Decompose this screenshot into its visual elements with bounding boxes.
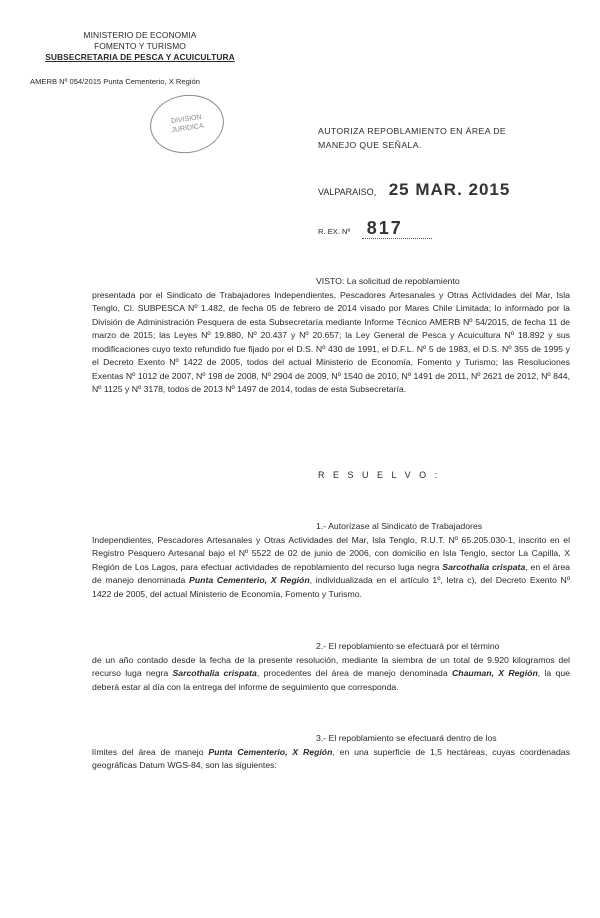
article-2-body: de un año contado desde la fecha de la presente resolución, mediante la siembra de un total de 9.920 kilogramos del recurso luga negra Sarcothalia crispata, procedentes del área de manejo denominada Chauman, X Región, la que deberá estar al día con la entrega del informe de seguimiento que corresponda. <box>92 654 570 692</box>
visto-paragraph <box>92 275 570 397</box>
ministry-line: MINISTERIO DE ECONOMIA <box>83 30 197 40</box>
area-name: Punta Cementerio, X Región <box>189 575 310 585</box>
article-3-body: límites del área de manejo Punta Cementerio, X Región, en una superficie de 1,5 hectáreas, cuyas coordenadas geográficas Datum WGS-84, son las siguientes: <box>92 746 570 770</box>
subsecretaria-line: SUBSECRETARIA DE PESCA Y ACUICULTURA <box>45 52 235 62</box>
article-1-body: Independientes, Pescadores Artesanales y Otras Actividades del Mar, Isla Tenglo, R.U.T. Nº 65.205.030-1, inscrito en el Registro Pesquero Artesanal bajo el Nº 5522 de 02 de junio de 2006, con domicilio en Isla Tenglo, sector La Capilla, X Región de Los Lagos, para efectuar actividades de repoblamiento del recurso luga negra Sarcothalia crispata, en el área de manejo denominada Punta Cementerio, X Región, individualizada en el artículo 1º, letra c), del Decreto Exento Nº 1422 de 2005, del actual Ministerio de Economía, Fomento y Turismo. <box>92 534 571 599</box>
visto-label: VISTO: <box>316 276 345 286</box>
ministry-line-2: FOMENTO Y TURISMO <box>94 41 186 51</box>
place-date <box>318 180 510 200</box>
resuelvo-heading: R E S U E L V O : <box>318 470 441 480</box>
area-name: Punta Cementerio, X Región <box>208 746 333 757</box>
resolution-number <box>318 218 403 239</box>
subject-block <box>318 125 568 152</box>
article-1-first-line: 1.- Autorízase al Sindicato de Trabajadores <box>316 521 483 531</box>
species-name: Sarcothalia crispata <box>172 668 257 678</box>
place: VALPARAISO, <box>318 187 377 197</box>
article-2 <box>92 640 570 694</box>
date: 25 MAR. 2015 <box>388 180 511 199</box>
article-2-first-line: 2.- El repoblamiento se efectuará por el término <box>316 641 500 651</box>
species-name: Sarcothalia crispata <box>442 561 526 572</box>
letterhead <box>40 30 240 63</box>
subject-line-1: AUTORIZA REPOBLAMIENTO EN ÁREA DE <box>318 126 507 136</box>
article-3 <box>92 732 570 773</box>
subject-line-2: MANEJO QUE SEÑALA. <box>318 139 422 150</box>
source-area-name: Chauman, X Región <box>451 668 538 678</box>
article-3-first-line: 3.- El repoblamiento se efectuará dentro de los <box>316 733 497 743</box>
amerb-reference: AMERB Nº 054/2015 Punta Cementerio, X Región <box>30 77 200 86</box>
rex-label: R. EX. Nº <box>318 227 351 236</box>
visto-first-line <box>92 275 570 289</box>
legal-division-stamp: DIVISION JURIDICA <box>146 90 227 158</box>
visto-first-text: La solicitud de repoblamiento <box>346 276 460 286</box>
rex-underline <box>362 238 432 239</box>
rex-number: 817 <box>366 218 403 238</box>
article-1 <box>92 520 570 601</box>
visto-body: presentada por el Sindicato de Trabajadores Independientes, Pescadores Artesanales y Otras Actividades del Mar, Isla Tenglo, Cl. SUBPESCA Nº 1.482, de fecha 05 de febrero de 2014 visado por Mares Chile Limitada; lo informado por la División de Administración Pesquera de esta Subsecretaría mediante Informe Técnico AMERB Nº 54/2015, de fecha 11 de marzo de 2015; las Leyes Nº 19.880, Nº 20.437 y Nº 20.657; la Ley General de Pesca y Acuicultura Nº 18.892 y sus modificaciones cuyo texto refundido fue fijado por el D.S. Nº 430 de 1991, el D.F.L. Nº 5 de 1983, el D.S. Nº 355 de 1995 y el Decreto Exento Nº 1422 de 2005, todos del actual Ministerio de Economía, Fomento y Turismo; las Resoluciones Exentas Nº 1012 de 2007, Nº 198 de 2008, Nº 2904 de 2009, Nº 1540 de 2010, Nº 1491 de 2011, Nº 2621 de 2012, Nº 844, Nº 1125 y Nº 3178, todos de 2013 Nº 1497 de 2014, todas de esta Subsecretaría. <box>92 289 570 394</box>
